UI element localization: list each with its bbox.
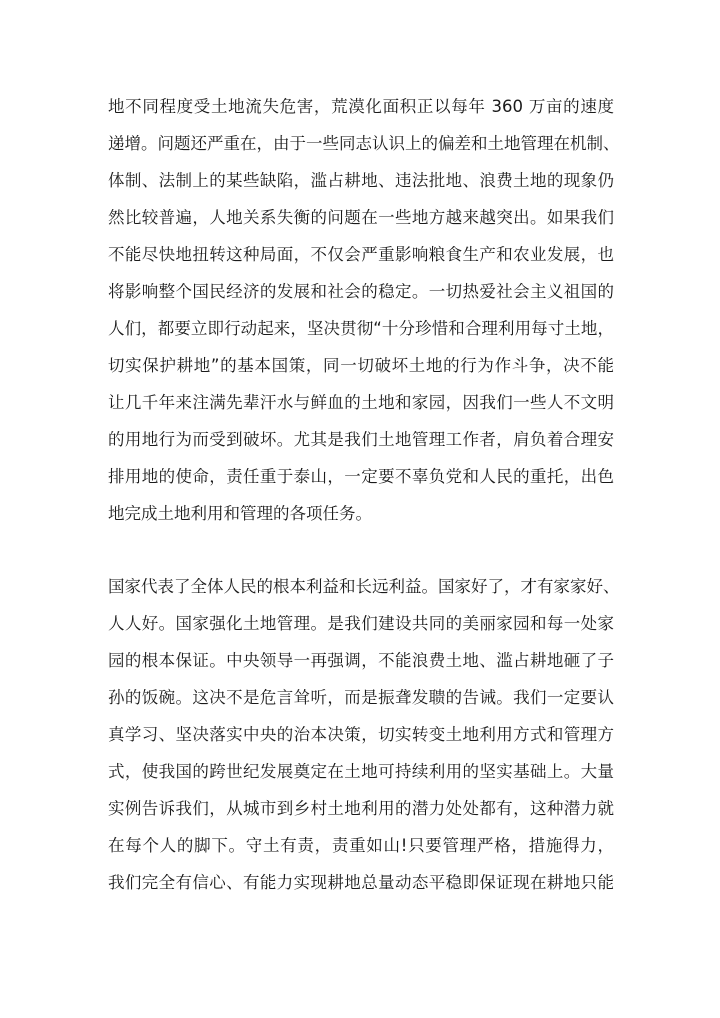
paragraph-line: 人们，都要立即行动起来，坚决贯彻“十分珍惜和合理利用每寸土地， bbox=[108, 319, 614, 338]
paragraph-line: 然比较普遍，人地关系失衡的问题在一些地方越来越突出。如果我们 bbox=[108, 208, 614, 227]
paragraph-line: 体制、法制上的某些缺陷，滥占耕地、违法批地、浪费土地的现象仍 bbox=[108, 171, 614, 190]
paragraph-line: 将影响整个国民经济的发展和社会的稳定。一切热爱社会主义祖国的 bbox=[108, 282, 614, 301]
paragraph-1 bbox=[108, 88, 620, 532]
paragraph-2 bbox=[108, 568, 620, 901]
paragraph-line: 递增。问题还严重在，由于一些同志认识上的偏差和土地管理在机制、 bbox=[108, 134, 620, 153]
paragraph-line: 式，使我国的跨世纪发展奠定在土地可持续利用的坚实基础上。大量 bbox=[108, 762, 614, 781]
paragraph-line: 切实保护耕地”的基本国策，同一切破坏土地的行为作斗争，决不能 bbox=[108, 356, 614, 375]
paragraph-line: 我们完全有信心、有能力实现耕地总量动态平稳即保证现在耕地只能 bbox=[108, 873, 614, 892]
paragraph-line: 不能尽快地扭转这种局面，不仅会严重影响粮食生产和农业发展，也 bbox=[108, 245, 614, 264]
paragraph-line: 排用地的使命，责任重于泰山，一定要不辜负党和人民的重托，出色 bbox=[108, 467, 614, 486]
paragraph-line: 孙的饭碗。这决不是危言耸听，而是振聋发聩的告诫。我们一定要认 bbox=[108, 688, 614, 707]
paragraph-line: 人人好。国家强化土地管理。是我们建设共同的美丽家园和每一处家 bbox=[108, 614, 614, 633]
paragraph-line: 实例告诉我们，从城市到乡村土地利用的潜力处处都有，这种潜力就 bbox=[108, 799, 614, 818]
paragraph-line: 地不同程度受土地流失危害，荒漠化面积正以每年 360 万亩的速度 bbox=[108, 97, 614, 116]
paragraph-line: 的用地行为而受到破坏。尤其是我们土地管理工作者，肩负着合理安 bbox=[108, 430, 614, 449]
paragraph-line: 地完成土地利用和管理的各项任务。 bbox=[108, 504, 372, 523]
paragraph-line: 让几千年来注满先辈汗水与鲜血的土地和家园，因我们一些人不文明 bbox=[108, 393, 614, 412]
paragraph-line: 国家代表了全体人民的根本利益和长远利益。国家好了，才有家家好、 bbox=[108, 577, 620, 596]
paragraph-line: 真学习、坚决落实中央的治本决策，切实转变土地利用方式和管理方 bbox=[108, 725, 614, 744]
paragraph-line: 园的根本保证。中央领导一再强调，不能浪费土地、滥占耕地砸了子 bbox=[108, 651, 614, 670]
paragraph-line: 在每个人的脚下。守土有责，责重如山!只要管理严格，措施得力， bbox=[108, 836, 614, 855]
